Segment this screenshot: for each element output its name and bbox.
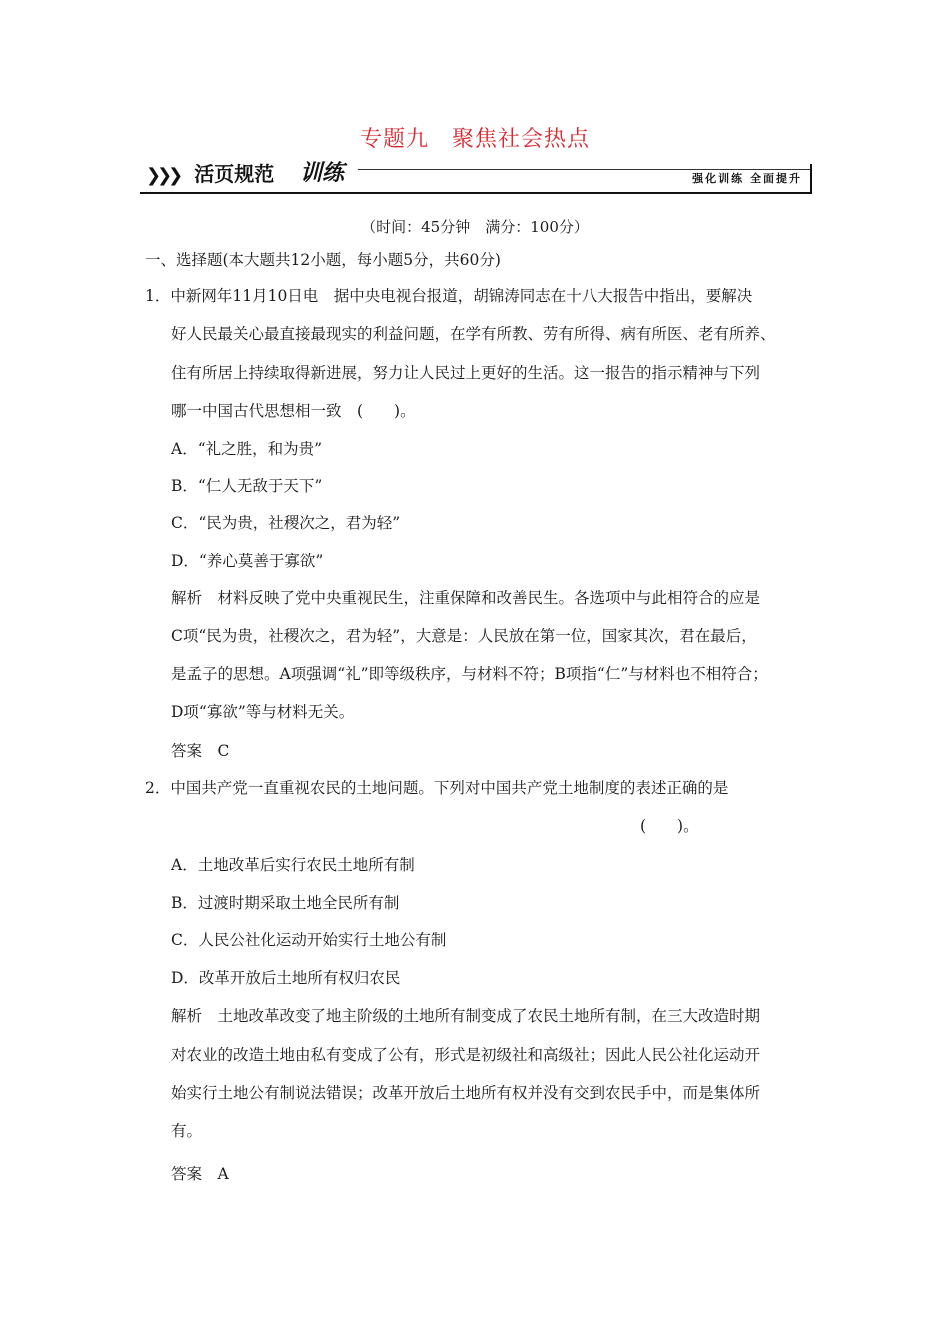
q1-answer: 答案 C bbox=[171, 742, 230, 760]
q1-option-d: D．“养心莫善于寡欲” bbox=[171, 552, 324, 570]
q2-answer-blank: ( )。 bbox=[640, 817, 699, 835]
section-heading: 一、选择题(本大题共12小题，每小题5分，共60分) bbox=[145, 251, 501, 269]
banner-bottom-rule bbox=[140, 192, 812, 194]
q1-stem-line: 好人民最关心最直接最现实的利益问题，在学有所教、劳有所得、病有所医、老有所养、 bbox=[171, 325, 776, 343]
banner-left-label-group bbox=[146, 158, 274, 187]
q2-answer: 答案 A bbox=[171, 1165, 229, 1183]
q1-stem-line: 住有所居上持续取得新进展，努力让人民过上更好的生活。这一报告的指示精神与下列 bbox=[171, 364, 761, 382]
banner-end-bar bbox=[810, 164, 812, 194]
q1-analysis-line: 解析 材料反映了党中央重视民生，注重保障和改善民生。各选项中与此相符合的应是 bbox=[171, 589, 761, 607]
q2-analysis-line: 有。 bbox=[171, 1122, 203, 1140]
q2-option-d: D．改革开放后土地所有权归农民 bbox=[171, 969, 401, 987]
banner-left-label: 活页规范 bbox=[194, 162, 275, 186]
q1-analysis-line: D项“寡欲”等与材料无关。 bbox=[171, 703, 355, 721]
q1-option-b: B．“仁人无敌于天下” bbox=[171, 477, 323, 495]
q2-stem-line: 2．中国共产党一直重视农民的土地问题。下列对中国共产党土地制度的表述正确的是 bbox=[145, 779, 729, 797]
q1-stem-line: 1．中新网年11月10日电 据中央电视台报道，胡锦涛同志在十八大报告中指出，要解决 bbox=[145, 287, 753, 305]
q2-analysis-line: 对农业的改造土地由私有变成了公有，形式是初级社和高级社；因此人民公社化运动开 bbox=[171, 1046, 761, 1064]
q1-option-a: A．“礼之胜，和为贵” bbox=[171, 440, 323, 458]
page-title: 专题九 聚焦社会热点 bbox=[359, 127, 590, 152]
q2-option-b: B．过渡时期采取土地全民所有制 bbox=[171, 894, 400, 912]
q1-stem-line: 哪一中国古代思想相一致 ( )。 bbox=[171, 402, 416, 420]
q1-option-c: C．“民为贵，社稷次之，君为轻” bbox=[171, 514, 401, 532]
banner-brush-label: 训练 bbox=[300, 161, 345, 186]
q2-option-a: A．土地改革后实行农民土地所有制 bbox=[171, 856, 415, 874]
q2-option-c: C．人民公社化运动开始实行土地公有制 bbox=[171, 931, 447, 949]
section-banner bbox=[140, 156, 816, 196]
q1-analysis-line: 是孟子的思想。A项强调“礼”即等级秩序，与材料不符；B项指“仁”与材料也不相符合； bbox=[171, 665, 768, 683]
q2-analysis-line: 解析 土地改革改变了地主阶级的土地所有制变成了农民土地所有制，在三大改造时期 bbox=[171, 1007, 761, 1025]
exam-meta: （时间：45分钟 满分：100分） bbox=[361, 218, 589, 236]
double-chevron-icon: ❯❯❯ bbox=[146, 165, 180, 186]
q2-analysis-line: 始实行土地公有制说法错误；改革开放后土地所有权并没有交到农民手中，而是集体所 bbox=[171, 1084, 761, 1102]
q1-analysis-line: C项“民为贵，社稷次之，君为轻”，大意是：人民放在第一位，国家其次，君在最后， bbox=[171, 627, 757, 645]
banner-right-label: 强化训练 全面提升 bbox=[692, 172, 802, 185]
